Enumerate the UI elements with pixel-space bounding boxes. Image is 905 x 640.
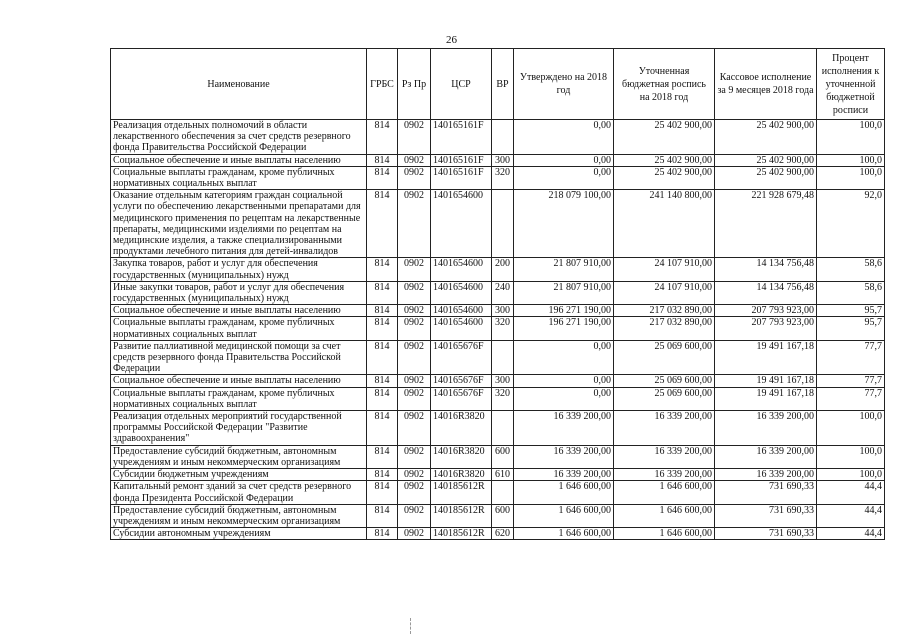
cell-name: Социальные выплаты гражданам, кроме публичных нормативных социальных выплат xyxy=(111,166,367,189)
cell-csr: 140165676F xyxy=(431,340,492,375)
header-vr: ВР xyxy=(492,49,514,120)
cell-cash: 731 690,33 xyxy=(715,528,817,540)
cell-csr: 14016R3820 xyxy=(431,411,492,446)
cell-percent: 58,6 xyxy=(817,281,885,304)
cell-approved: 0,00 xyxy=(514,340,614,375)
cell-rz-pr: 0902 xyxy=(398,166,431,189)
cell-approved: 0,00 xyxy=(514,154,614,166)
cell-name: Социальное обеспечение и иные выплаты населению xyxy=(111,154,367,166)
cell-refined: 1 646 600,00 xyxy=(614,528,715,540)
page-number: 26 xyxy=(446,34,457,46)
cell-grbs: 814 xyxy=(367,317,398,340)
cell-vr: 600 xyxy=(492,504,514,527)
cell-grbs: 814 xyxy=(367,445,398,468)
table-row xyxy=(111,120,885,155)
cell-vr xyxy=(492,120,514,155)
cell-vr: 620 xyxy=(492,528,514,540)
cell-name: Предоставление субсидий бюджетным, автономным учреждениям и иным некоммерческим организациям xyxy=(111,504,367,527)
cell-approved: 16 339 200,00 xyxy=(514,411,614,446)
cell-vr xyxy=(492,190,514,258)
cell-approved: 1 646 600,00 xyxy=(514,528,614,540)
cell-percent: 58,6 xyxy=(817,258,885,281)
cell-name: Субсидии бюджетным учреждениям xyxy=(111,469,367,481)
cell-percent: 95,7 xyxy=(817,305,885,317)
cell-name: Реализация отдельных мероприятий государственной программы Российской Федерации "Развитие здравоохранения" xyxy=(111,411,367,446)
cell-vr: 300 xyxy=(492,305,514,317)
cell-grbs: 814 xyxy=(367,120,398,155)
cell-rz-pr: 0902 xyxy=(398,340,431,375)
cell-vr: 610 xyxy=(492,469,514,481)
cell-csr: 140185612R xyxy=(431,528,492,540)
table-row xyxy=(111,504,885,527)
table-row xyxy=(111,317,885,340)
cell-percent: 100,0 xyxy=(817,154,885,166)
cell-rz-pr: 0902 xyxy=(398,120,431,155)
budget-table-container xyxy=(110,48,884,540)
cell-cash: 207 793 923,00 xyxy=(715,305,817,317)
table-row xyxy=(111,281,885,304)
header-cash: Кассовое исполнение за 9 месяцев 2018 года xyxy=(715,49,817,120)
cell-rz-pr: 0902 xyxy=(398,528,431,540)
cell-csr: 1401654600 xyxy=(431,281,492,304)
cell-rz-pr: 0902 xyxy=(398,190,431,258)
cell-cash: 14 134 756,48 xyxy=(715,281,817,304)
cell-vr: 300 xyxy=(492,375,514,387)
cell-cash: 207 793 923,00 xyxy=(715,317,817,340)
cell-percent: 100,0 xyxy=(817,166,885,189)
cell-name: Социальные выплаты гражданам, кроме публичных нормативных социальных выплат xyxy=(111,317,367,340)
cell-approved: 16 339 200,00 xyxy=(514,445,614,468)
cell-grbs: 814 xyxy=(367,411,398,446)
table-header-row xyxy=(111,49,885,120)
cell-percent: 100,0 xyxy=(817,411,885,446)
cell-percent: 100,0 xyxy=(817,120,885,155)
cell-refined: 241 140 800,00 xyxy=(614,190,715,258)
cell-vr xyxy=(492,340,514,375)
cell-cash: 731 690,33 xyxy=(715,481,817,504)
cell-rz-pr: 0902 xyxy=(398,281,431,304)
cell-cash: 16 339 200,00 xyxy=(715,445,817,468)
header-grbs: ГРБС xyxy=(367,49,398,120)
cell-vr xyxy=(492,481,514,504)
header-name: Наименование xyxy=(111,49,367,120)
cell-name: Оказание отдельным категориям граждан социальной услуги по обеспечению лекарственными препаратами для медицинского применения по рецептам на лекарственные препараты, медицинскими изделиями по рецептам на медицинские изделия, а также специализированными продуктами лечебного питания для детей-инвалидов xyxy=(111,190,367,258)
cell-rz-pr: 0902 xyxy=(398,317,431,340)
cell-rz-pr: 0902 xyxy=(398,375,431,387)
table-row xyxy=(111,166,885,189)
cell-csr: 1401654600 xyxy=(431,305,492,317)
table-row xyxy=(111,528,885,540)
cell-rz-pr: 0902 xyxy=(398,445,431,468)
cell-cash: 16 339 200,00 xyxy=(715,469,817,481)
cell-cash: 731 690,33 xyxy=(715,504,817,527)
cell-refined: 1 646 600,00 xyxy=(614,504,715,527)
cell-csr: 140185612R xyxy=(431,504,492,527)
cell-refined: 24 107 910,00 xyxy=(614,258,715,281)
cell-csr: 14016R3820 xyxy=(431,469,492,481)
cell-grbs: 814 xyxy=(367,166,398,189)
cell-rz-pr: 0902 xyxy=(398,504,431,527)
table-row xyxy=(111,340,885,375)
cell-rz-pr: 0902 xyxy=(398,387,431,410)
cell-grbs: 814 xyxy=(367,469,398,481)
cell-grbs: 814 xyxy=(367,258,398,281)
table-row xyxy=(111,445,885,468)
cell-percent: 77,7 xyxy=(817,387,885,410)
cell-approved: 0,00 xyxy=(514,166,614,189)
cell-vr xyxy=(492,411,514,446)
header-refined: Уточненная бюджетная роспись на 2018 год xyxy=(614,49,715,120)
cell-vr: 240 xyxy=(492,281,514,304)
cell-approved: 1 646 600,00 xyxy=(514,504,614,527)
cell-cash: 25 402 900,00 xyxy=(715,120,817,155)
cell-approved: 196 271 190,00 xyxy=(514,305,614,317)
table-row xyxy=(111,469,885,481)
cell-approved: 16 339 200,00 xyxy=(514,469,614,481)
cell-vr: 200 xyxy=(492,258,514,281)
cell-rz-pr: 0902 xyxy=(398,469,431,481)
table-body xyxy=(111,120,885,540)
cell-cash: 25 402 900,00 xyxy=(715,154,817,166)
cell-approved: 0,00 xyxy=(514,387,614,410)
cell-vr: 300 xyxy=(492,154,514,166)
cell-grbs: 814 xyxy=(367,504,398,527)
cell-csr: 1401654600 xyxy=(431,317,492,340)
cell-percent: 95,7 xyxy=(817,317,885,340)
cell-refined: 25 069 600,00 xyxy=(614,387,715,410)
cell-refined: 16 339 200,00 xyxy=(614,445,715,468)
cell-cash: 25 402 900,00 xyxy=(715,166,817,189)
cell-vr: 320 xyxy=(492,387,514,410)
cell-grbs: 814 xyxy=(367,528,398,540)
table-row xyxy=(111,154,885,166)
table-row xyxy=(111,305,885,317)
header-csr: ЦСР xyxy=(431,49,492,120)
cell-refined: 16 339 200,00 xyxy=(614,469,715,481)
table-row xyxy=(111,411,885,446)
cell-grbs: 814 xyxy=(367,190,398,258)
cell-percent: 44,4 xyxy=(817,481,885,504)
cell-percent: 92,0 xyxy=(817,190,885,258)
cell-grbs: 814 xyxy=(367,481,398,504)
table-row xyxy=(111,387,885,410)
cell-cash: 221 928 679,48 xyxy=(715,190,817,258)
header-rz-pr: Рз Пр xyxy=(398,49,431,120)
cell-refined: 24 107 910,00 xyxy=(614,281,715,304)
cell-vr: 320 xyxy=(492,166,514,189)
cell-refined: 25 069 600,00 xyxy=(614,375,715,387)
cell-refined: 25 069 600,00 xyxy=(614,340,715,375)
cell-csr: 14016R3820 xyxy=(431,445,492,468)
cell-name: Предоставление субсидий бюджетным, автономным учреждениям и иным некоммерческим организациям xyxy=(111,445,367,468)
cell-csr: 140165676F xyxy=(431,387,492,410)
cell-refined: 217 032 890,00 xyxy=(614,317,715,340)
cell-approved: 21 807 910,00 xyxy=(514,258,614,281)
cell-rz-pr: 0902 xyxy=(398,258,431,281)
cell-grbs: 814 xyxy=(367,340,398,375)
cell-approved: 218 079 100,00 xyxy=(514,190,614,258)
header-approved: Утверждено на 2018 год xyxy=(514,49,614,120)
cell-rz-pr: 0902 xyxy=(398,411,431,446)
cell-rz-pr: 0902 xyxy=(398,154,431,166)
cell-grbs: 814 xyxy=(367,154,398,166)
cell-name: Социальные выплаты гражданам, кроме публичных нормативных социальных выплат xyxy=(111,387,367,410)
budget-table xyxy=(110,48,885,540)
cell-rz-pr: 0902 xyxy=(398,481,431,504)
table-row xyxy=(111,481,885,504)
cell-vr: 600 xyxy=(492,445,514,468)
cell-percent: 100,0 xyxy=(817,445,885,468)
cell-csr: 140165161F xyxy=(431,154,492,166)
cell-cash: 14 134 756,48 xyxy=(715,258,817,281)
cell-cash: 19 491 167,18 xyxy=(715,387,817,410)
cell-name: Развитие паллиативной медицинской помощи за счет средств резервного фонда Правительства Российской Федерации xyxy=(111,340,367,375)
cell-rz-pr: 0902 xyxy=(398,305,431,317)
cell-refined: 25 402 900,00 xyxy=(614,166,715,189)
cell-approved: 196 271 190,00 xyxy=(514,317,614,340)
cell-csr: 1401654600 xyxy=(431,190,492,258)
cell-name: Реализация отдельных полномочий в области лекарственного обеспечения за счет средств резервного фонда Правительства Российской Федерации xyxy=(111,120,367,155)
cell-csr: 140165676F xyxy=(431,375,492,387)
cell-refined: 217 032 890,00 xyxy=(614,305,715,317)
cell-grbs: 814 xyxy=(367,281,398,304)
cell-percent: 44,4 xyxy=(817,504,885,527)
scan-mark xyxy=(410,618,412,634)
cell-grbs: 814 xyxy=(367,387,398,410)
cell-grbs: 814 xyxy=(367,305,398,317)
cell-name: Закупка товаров, работ и услуг для обеспечения государственных (муниципальных) нужд xyxy=(111,258,367,281)
cell-cash: 19 491 167,18 xyxy=(715,375,817,387)
cell-percent: 44,4 xyxy=(817,528,885,540)
cell-vr: 320 xyxy=(492,317,514,340)
cell-percent: 100,0 xyxy=(817,469,885,481)
cell-name: Субсидии автономным учреждениям xyxy=(111,528,367,540)
table-row xyxy=(111,190,885,258)
cell-csr: 140165161F xyxy=(431,166,492,189)
cell-grbs: 814 xyxy=(367,375,398,387)
cell-percent: 77,7 xyxy=(817,340,885,375)
cell-name: Иные закупки товаров, работ и услуг для обеспечения государственных (муниципальных) нужд xyxy=(111,281,367,304)
cell-approved: 1 646 600,00 xyxy=(514,481,614,504)
header-percent: Процент исполнения к уточненной бюджетной росписи xyxy=(817,49,885,120)
cell-approved: 21 807 910,00 xyxy=(514,281,614,304)
cell-refined: 1 646 600,00 xyxy=(614,481,715,504)
cell-refined: 16 339 200,00 xyxy=(614,411,715,446)
cell-name: Капитальный ремонт зданий за счет средств резервного фонда Президента Российской Федерации xyxy=(111,481,367,504)
cell-refined: 25 402 900,00 xyxy=(614,154,715,166)
cell-name: Социальное обеспечение и иные выплаты населению xyxy=(111,375,367,387)
cell-cash: 19 491 167,18 xyxy=(715,340,817,375)
cell-refined: 25 402 900,00 xyxy=(614,120,715,155)
table-row xyxy=(111,258,885,281)
cell-csr: 140165161F xyxy=(431,120,492,155)
cell-approved: 0,00 xyxy=(514,375,614,387)
cell-name: Социальное обеспечение и иные выплаты населению xyxy=(111,305,367,317)
cell-csr: 140185612R xyxy=(431,481,492,504)
cell-percent: 77,7 xyxy=(817,375,885,387)
cell-cash: 16 339 200,00 xyxy=(715,411,817,446)
cell-approved: 0,00 xyxy=(514,120,614,155)
table-row xyxy=(111,375,885,387)
cell-csr: 1401654600 xyxy=(431,258,492,281)
